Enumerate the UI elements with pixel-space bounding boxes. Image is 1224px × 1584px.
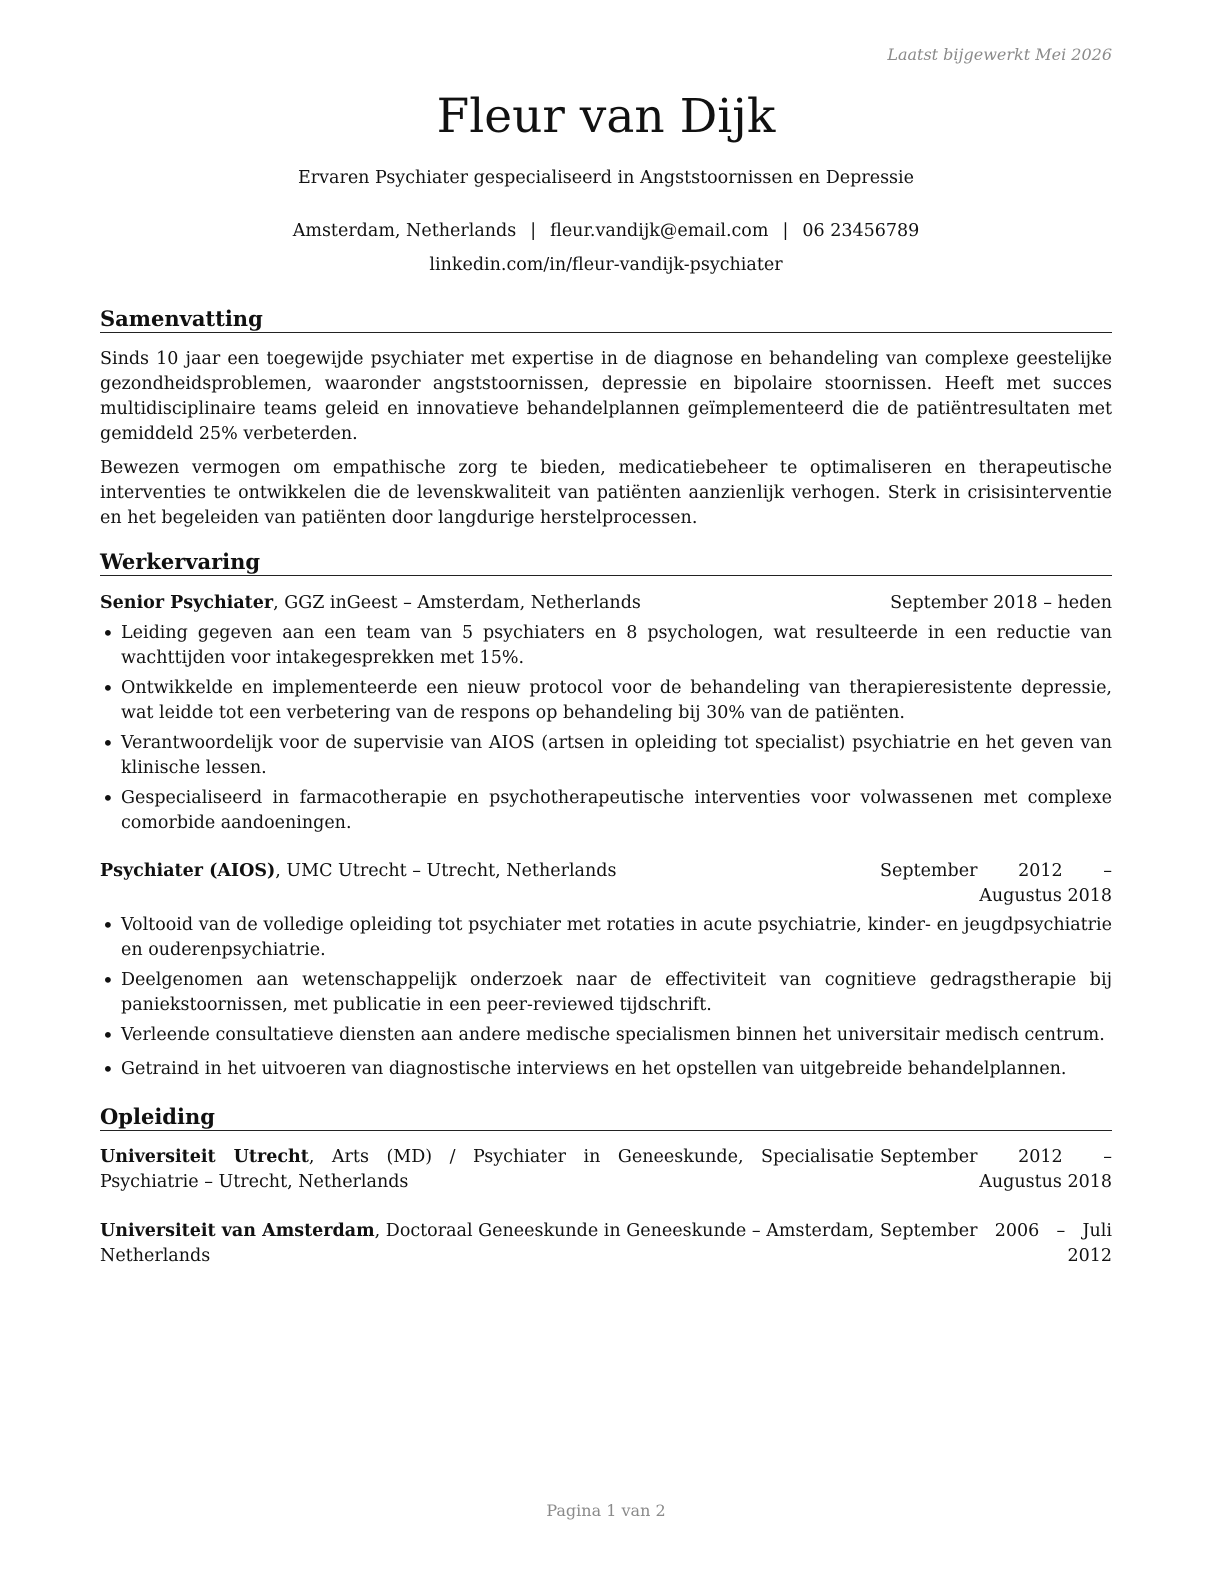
list-item: • Getraind in het uitvoeren van diagnostische interviews en het opstellen van uitgebreide behandelplannen. xyxy=(100,1057,1112,1082)
job-header xyxy=(100,591,1112,616)
education-degree: , Arts (MD) / Psychiater in Geneeskunde, Specialisatie Psychiatrie – Utrecht, Netherlands xyxy=(100,1147,874,1192)
list-item: • Deelgenomen aan wetenschappelijk onderzoek naar de effectiviteit van cognitieve gedragstherapie bij paniekstoornissen, met publicatie in een peer-reviewed tijdschrift. xyxy=(100,968,1112,1018)
summary-paragraph: Sinds 10 jaar een toegewijde psychiater met expertise in de diagnose en behandeling van complexe geestelijke gezondheidsproblemen, waaronder angststoornissen, depressie en bipolaire stoornissen. Heeft met succes multidisciplinaire teams geleid en innovatieve behandelplannen geïmplementeerd die de patiëntresultaten met gemiddeld 25% verbeterden. xyxy=(100,349,1112,444)
list-item: • Leiding gegeven aan een team van 5 psychiaters en 8 psychologen, wat resulteerde in een reductie van wachttijden voor intakegesprekken met 15%. xyxy=(100,621,1112,671)
section-title-education: Opleiding xyxy=(100,1103,1112,1131)
candidate-name: Fleur van Dijk xyxy=(436,89,776,144)
job-role: Psychiater (AIOS) xyxy=(100,861,276,881)
contact-line xyxy=(100,219,1112,244)
page-number: Pagina 1 van 2 xyxy=(546,1501,666,1520)
contact-separator: | xyxy=(530,221,537,241)
job-dates: September 2018 – heden xyxy=(890,593,1112,613)
section-title-experience: Werkervaring xyxy=(100,548,1112,576)
summary-paragraph: Bewezen vermogen om empathische zorg te bieden, medicatiebeheer te optimaliseren en therapeutische interventies te ontwikkelen die de levenskwaliteit van patiënten aanzienlijk verhogen. Sterk in crisisinterventie en het begeleiden van patiënten door langdurige herstelprocessen. xyxy=(100,458,1112,528)
job-dates: September 2012 – Augustus 2018 xyxy=(880,861,1112,906)
job-header xyxy=(100,859,1112,909)
list-item: • Verantwoordelijk voor de supervisie van AIOS (artsen in opleiding tot specialist) psychiatrie en het geven van klinische lessen. xyxy=(100,731,1112,781)
job-bullet-list xyxy=(100,913,1112,1082)
education-institution: Universiteit Utrecht xyxy=(100,1147,309,1167)
job-employer: , GGZ inGeest – Amsterdam, Netherlands xyxy=(273,593,641,613)
education-entry xyxy=(100,1145,1112,1195)
contact-location: Amsterdam, Netherlands xyxy=(292,221,517,241)
education-entry xyxy=(100,1219,1112,1269)
contact-phone: 06 23456789 xyxy=(802,221,920,241)
contact-linkedin[interactable]: linkedin.com/in/fleur-vandijk-psychiater xyxy=(429,255,783,275)
job-employer: , UMC Utrecht – Utrecht, Netherlands xyxy=(275,861,617,881)
job-bullet-list xyxy=(100,621,1112,836)
section-title-summary: Samenvatting xyxy=(100,305,1112,333)
education-degree: , Doctoraal Geneeskunde in Geneeskunde – Amsterdam, Netherlands xyxy=(100,1221,875,1266)
resume-page xyxy=(100,0,1112,1584)
list-item: • Ontwikkelde en implementeerde een nieuw protocol voor de behandeling van therapieresistente depressie, wat leidde tot een verbetering van de respons op behandeling bij 30% van de patiënten. xyxy=(100,676,1112,726)
job-title-line xyxy=(100,591,890,616)
last-updated-note: Laatst bijgewerkt Mei 2026 xyxy=(887,45,1112,64)
contact-separator: | xyxy=(782,221,789,241)
list-item: • Verleende consultatieve diensten aan andere medische specialismen binnen het universitair medisch centrum. xyxy=(100,1023,1112,1048)
list-item: • Voltooid van de volledige opleiding tot psychiater met rotaties in acute psychiatrie, kinder- en jeugdpsychiatrie en ouderenpsychiatrie. xyxy=(100,913,1112,963)
education-title-line xyxy=(100,1145,880,1195)
contact-email[interactable]: fleur.vandijk@email.com xyxy=(550,221,769,241)
education-dates: September 2006 – Juli 2012 xyxy=(880,1221,1112,1266)
list-item: • Gespecialiseerd in farmacotherapie en psychotherapeutische interventies voor volwassenen met complexe comorbide aandoeningen. xyxy=(100,786,1112,836)
education-dates: September 2012 – Augustus 2018 xyxy=(880,1147,1112,1192)
job-title-line xyxy=(100,859,880,884)
education-institution: Universiteit van Amsterdam xyxy=(100,1221,375,1241)
education-title-line xyxy=(100,1219,880,1269)
candidate-tagline: Ervaren Psychiater gespecialiseerd in Angststoornissen en Depressie xyxy=(298,168,914,188)
job-role: Senior Psychiater xyxy=(100,593,274,613)
